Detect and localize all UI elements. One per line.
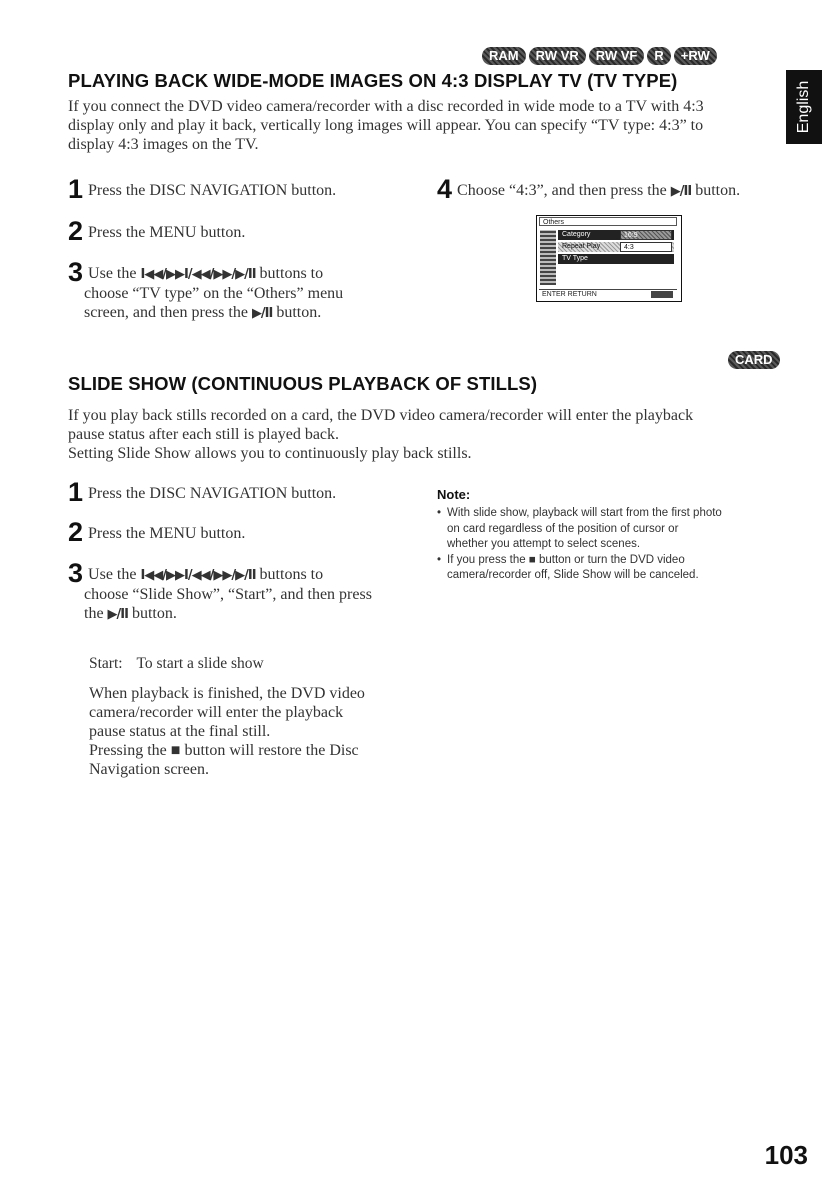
- step-line: [68, 303, 428, 323]
- finish-paragraph: [89, 684, 429, 779]
- section1-intro: [68, 97, 778, 154]
- note-item: [437, 553, 782, 584]
- s1-step-3: [68, 257, 428, 323]
- menu-row-category: [558, 230, 674, 240]
- menu-row-value: 4:3: [620, 242, 672, 252]
- badge-plus-rw: +RW: [674, 47, 717, 65]
- step-text: Use the: [88, 566, 141, 583]
- disc-icon: [651, 291, 673, 298]
- stop-glyph: ■: [528, 553, 536, 566]
- screen-header: Others: [539, 217, 677, 226]
- menu-row-value: 16:9: [620, 230, 672, 240]
- note-line: With slide show, playback will start from the first photo: [447, 507, 722, 519]
- note-item: [437, 506, 782, 553]
- step-number: 4: [437, 174, 453, 204]
- step-number: 1: [68, 174, 84, 204]
- step-text: buttons to: [255, 265, 324, 282]
- badge-ram: RAM: [482, 47, 526, 65]
- screen-menu: [558, 230, 674, 266]
- s2-step-3: [68, 558, 428, 624]
- step-number: 3: [68, 257, 84, 287]
- screen-footer: [539, 289, 677, 299]
- restore-text: button will restore the Disc: [180, 742, 359, 759]
- badge-r: R: [647, 47, 670, 65]
- intro-line: If you connect the DVD video camera/recorder with a disc recorded in wide mode to a TV with 4:3: [68, 98, 704, 115]
- s1-step-1: [68, 174, 337, 204]
- finish-line: camera/recorder will enter the playback: [89, 704, 344, 721]
- step-line: [68, 604, 428, 624]
- badge-rw-vf: RW VF: [589, 47, 645, 65]
- menu-row-label: Category: [562, 231, 591, 238]
- s2-step-1: [68, 477, 337, 507]
- section1-title: PLAYING BACK WIDE-MODE IMAGES ON 4:3 DISPLAY TV (TV TYPE): [68, 70, 678, 91]
- restore-line: [89, 741, 429, 760]
- intro-line: Setting Slide Show allows you to continuously play back stills.: [68, 445, 472, 462]
- screen-footer-text: ENTER RETURN: [542, 291, 597, 298]
- play-pause-glyph: ▶/II: [251, 306, 273, 321]
- note-line: If you press the: [447, 553, 529, 566]
- note-list: [437, 506, 782, 584]
- menu-row-tv-type: [558, 254, 674, 264]
- step-text: Press the DISC NAVIGATION button.: [88, 485, 337, 502]
- note-heading: Note:: [437, 487, 471, 502]
- play-pause-glyph: ▶/II: [107, 607, 128, 622]
- s1-step-2: [68, 216, 246, 246]
- finish-line: When playback is finished, the DVD video: [89, 685, 365, 702]
- menu-row-label: TV Type: [562, 255, 588, 262]
- intro-line: display 4:3 images on the TV.: [68, 136, 259, 153]
- step-number: 2: [68, 216, 84, 246]
- menu-row-label: Repeat Play: [562, 243, 601, 250]
- step-text: choose “TV type” on the “Others” menu: [84, 285, 344, 302]
- page-number: 103: [764, 1140, 808, 1170]
- playback-buttons-glyph: I◀◀/▶▶I/◀◀/▶▶/▶/II: [140, 568, 256, 583]
- section2-title: SLIDE SHOW (CONTINUOUS PLAYBACK OF STILLS): [68, 373, 538, 394]
- intro-line: display only and play it back, vertically long images will appear. You can specify “TV type: 4:3” to: [68, 117, 704, 134]
- menu-row-repeat-play: [558, 242, 674, 252]
- step-text: button.: [272, 304, 322, 321]
- restore-line-2: Navigation screen.: [89, 761, 209, 778]
- badge-card: CARD: [728, 351, 780, 369]
- others-menu-screen: [536, 215, 682, 302]
- note-line: button or turn the DVD video: [535, 553, 685, 566]
- step-text: screen, and then press the: [84, 304, 252, 321]
- step-text: Choose “4:3”, and then press the: [457, 182, 671, 199]
- step-number: 1: [68, 477, 84, 507]
- restore-text: Pressing the: [89, 742, 171, 759]
- badge-rw-vr: RW VR: [529, 47, 586, 65]
- note-box: [437, 487, 782, 584]
- start-label: Start:: [89, 655, 123, 672]
- intro-line: If you play back stills recorded on a card, the DVD video camera/recorder will enter the playback: [68, 407, 694, 424]
- finish-line: pause status at the final still.: [89, 723, 271, 740]
- step-text: Press the MENU button.: [88, 525, 246, 542]
- step-number: 3: [68, 558, 84, 588]
- playback-buttons-glyph: I◀◀/▶▶I/◀◀/▶▶/▶/II: [140, 267, 256, 282]
- step-number: 2: [68, 517, 84, 547]
- section2-intro: [68, 406, 778, 463]
- step-text: Press the MENU button.: [88, 224, 246, 241]
- step-text: buttons to: [255, 566, 324, 583]
- step-text: Press the DISC NAVIGATION button.: [88, 182, 337, 199]
- s2-step-2: [68, 517, 246, 547]
- language-tab: [786, 70, 822, 144]
- disc-type-badges: [482, 47, 717, 65]
- card-badge-wrap: [728, 351, 780, 369]
- intro-line: pause status after each still is played back.: [68, 426, 340, 443]
- step-text: Use the: [88, 265, 141, 282]
- note-line: on card regardless of the position of cursor or: [447, 522, 679, 535]
- menu-icons-column: [540, 230, 556, 285]
- note-line: camera/recorder off, Slide Show will be canceled.: [447, 569, 699, 581]
- start-description: To start a slide show: [136, 655, 264, 672]
- note-line: whether you attempt to select scenes.: [447, 538, 641, 550]
- step-text: button.: [127, 605, 177, 622]
- step-text: the: [84, 605, 108, 622]
- play-pause-glyph: ▶/II: [670, 184, 692, 199]
- step-text: button.: [691, 182, 741, 199]
- step-text: choose “Slide Show”, “Start”, and then press: [84, 586, 372, 603]
- s1-step-4: [437, 174, 741, 204]
- start-row: [89, 655, 264, 673]
- stop-glyph: ■: [170, 742, 181, 759]
- language-tab-label: English: [795, 80, 812, 134]
